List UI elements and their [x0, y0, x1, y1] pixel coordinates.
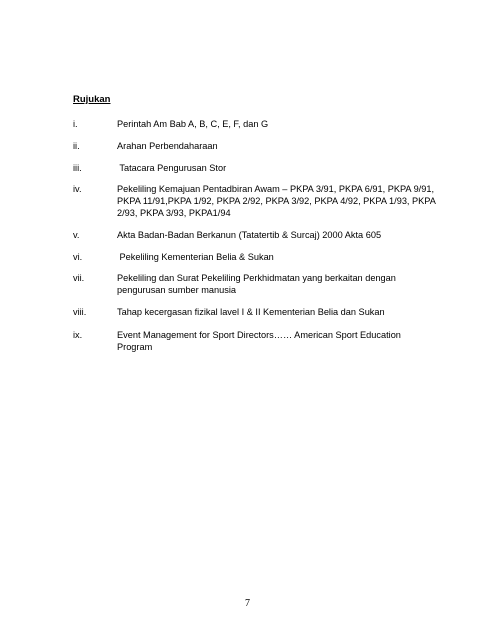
- reference-text: Pekeliling dan Surat Pekeliling Perkhidmatan yang berkaitan dengan pengurusan sumber manusia: [117, 273, 396, 295]
- reference-text: Pekeliling Kemajuan Pentadbiran Awam – PKPA 3/91, PKPA 6/91, PKPA 9/91, PKPA 11/91,PKPA 1/92, PKPA 2/92, PKPA 3/92, PKPA 4/92, PKPA 1/93, PKPA 2/93, PKPA 3/93, PKPA1/94: [117, 184, 436, 218]
- reference-text: Event Management for Sport Directors…… American Sport Education Program: [117, 330, 401, 352]
- reference-text: Pekeliling Kementerian Belia & Sukan: [117, 252, 274, 262]
- reference-number: vii.: [73, 273, 85, 283]
- reference-text: Arahan Perbendaharaan: [117, 141, 218, 151]
- reference-text: Perintah Am Bab A, B, C, E, F, dan G: [117, 119, 269, 129]
- reference-number: ix.: [73, 330, 83, 340]
- section-heading: Rujukan: [73, 94, 111, 105]
- reference-number: i.: [73, 119, 78, 129]
- reference-text: Tahap kecergasan fizikal lavel I & II Kementerian Belia dan Sukan: [117, 307, 385, 317]
- reference-number: iii.: [73, 163, 82, 173]
- reference-number: ii.: [73, 141, 80, 151]
- reference-number: vi.: [73, 252, 83, 262]
- reference-number: iv.: [73, 184, 82, 194]
- reference-text: Tatacara Pengurusan Stor: [117, 163, 227, 173]
- reference-number: v.: [73, 230, 80, 240]
- reference-text: Akta Badan-Badan Berkanun (Tatatertib & Surcaj) 2000 Akta 605: [117, 230, 382, 240]
- reference-number: viii.: [73, 307, 87, 317]
- page-number: 7: [245, 598, 250, 609]
